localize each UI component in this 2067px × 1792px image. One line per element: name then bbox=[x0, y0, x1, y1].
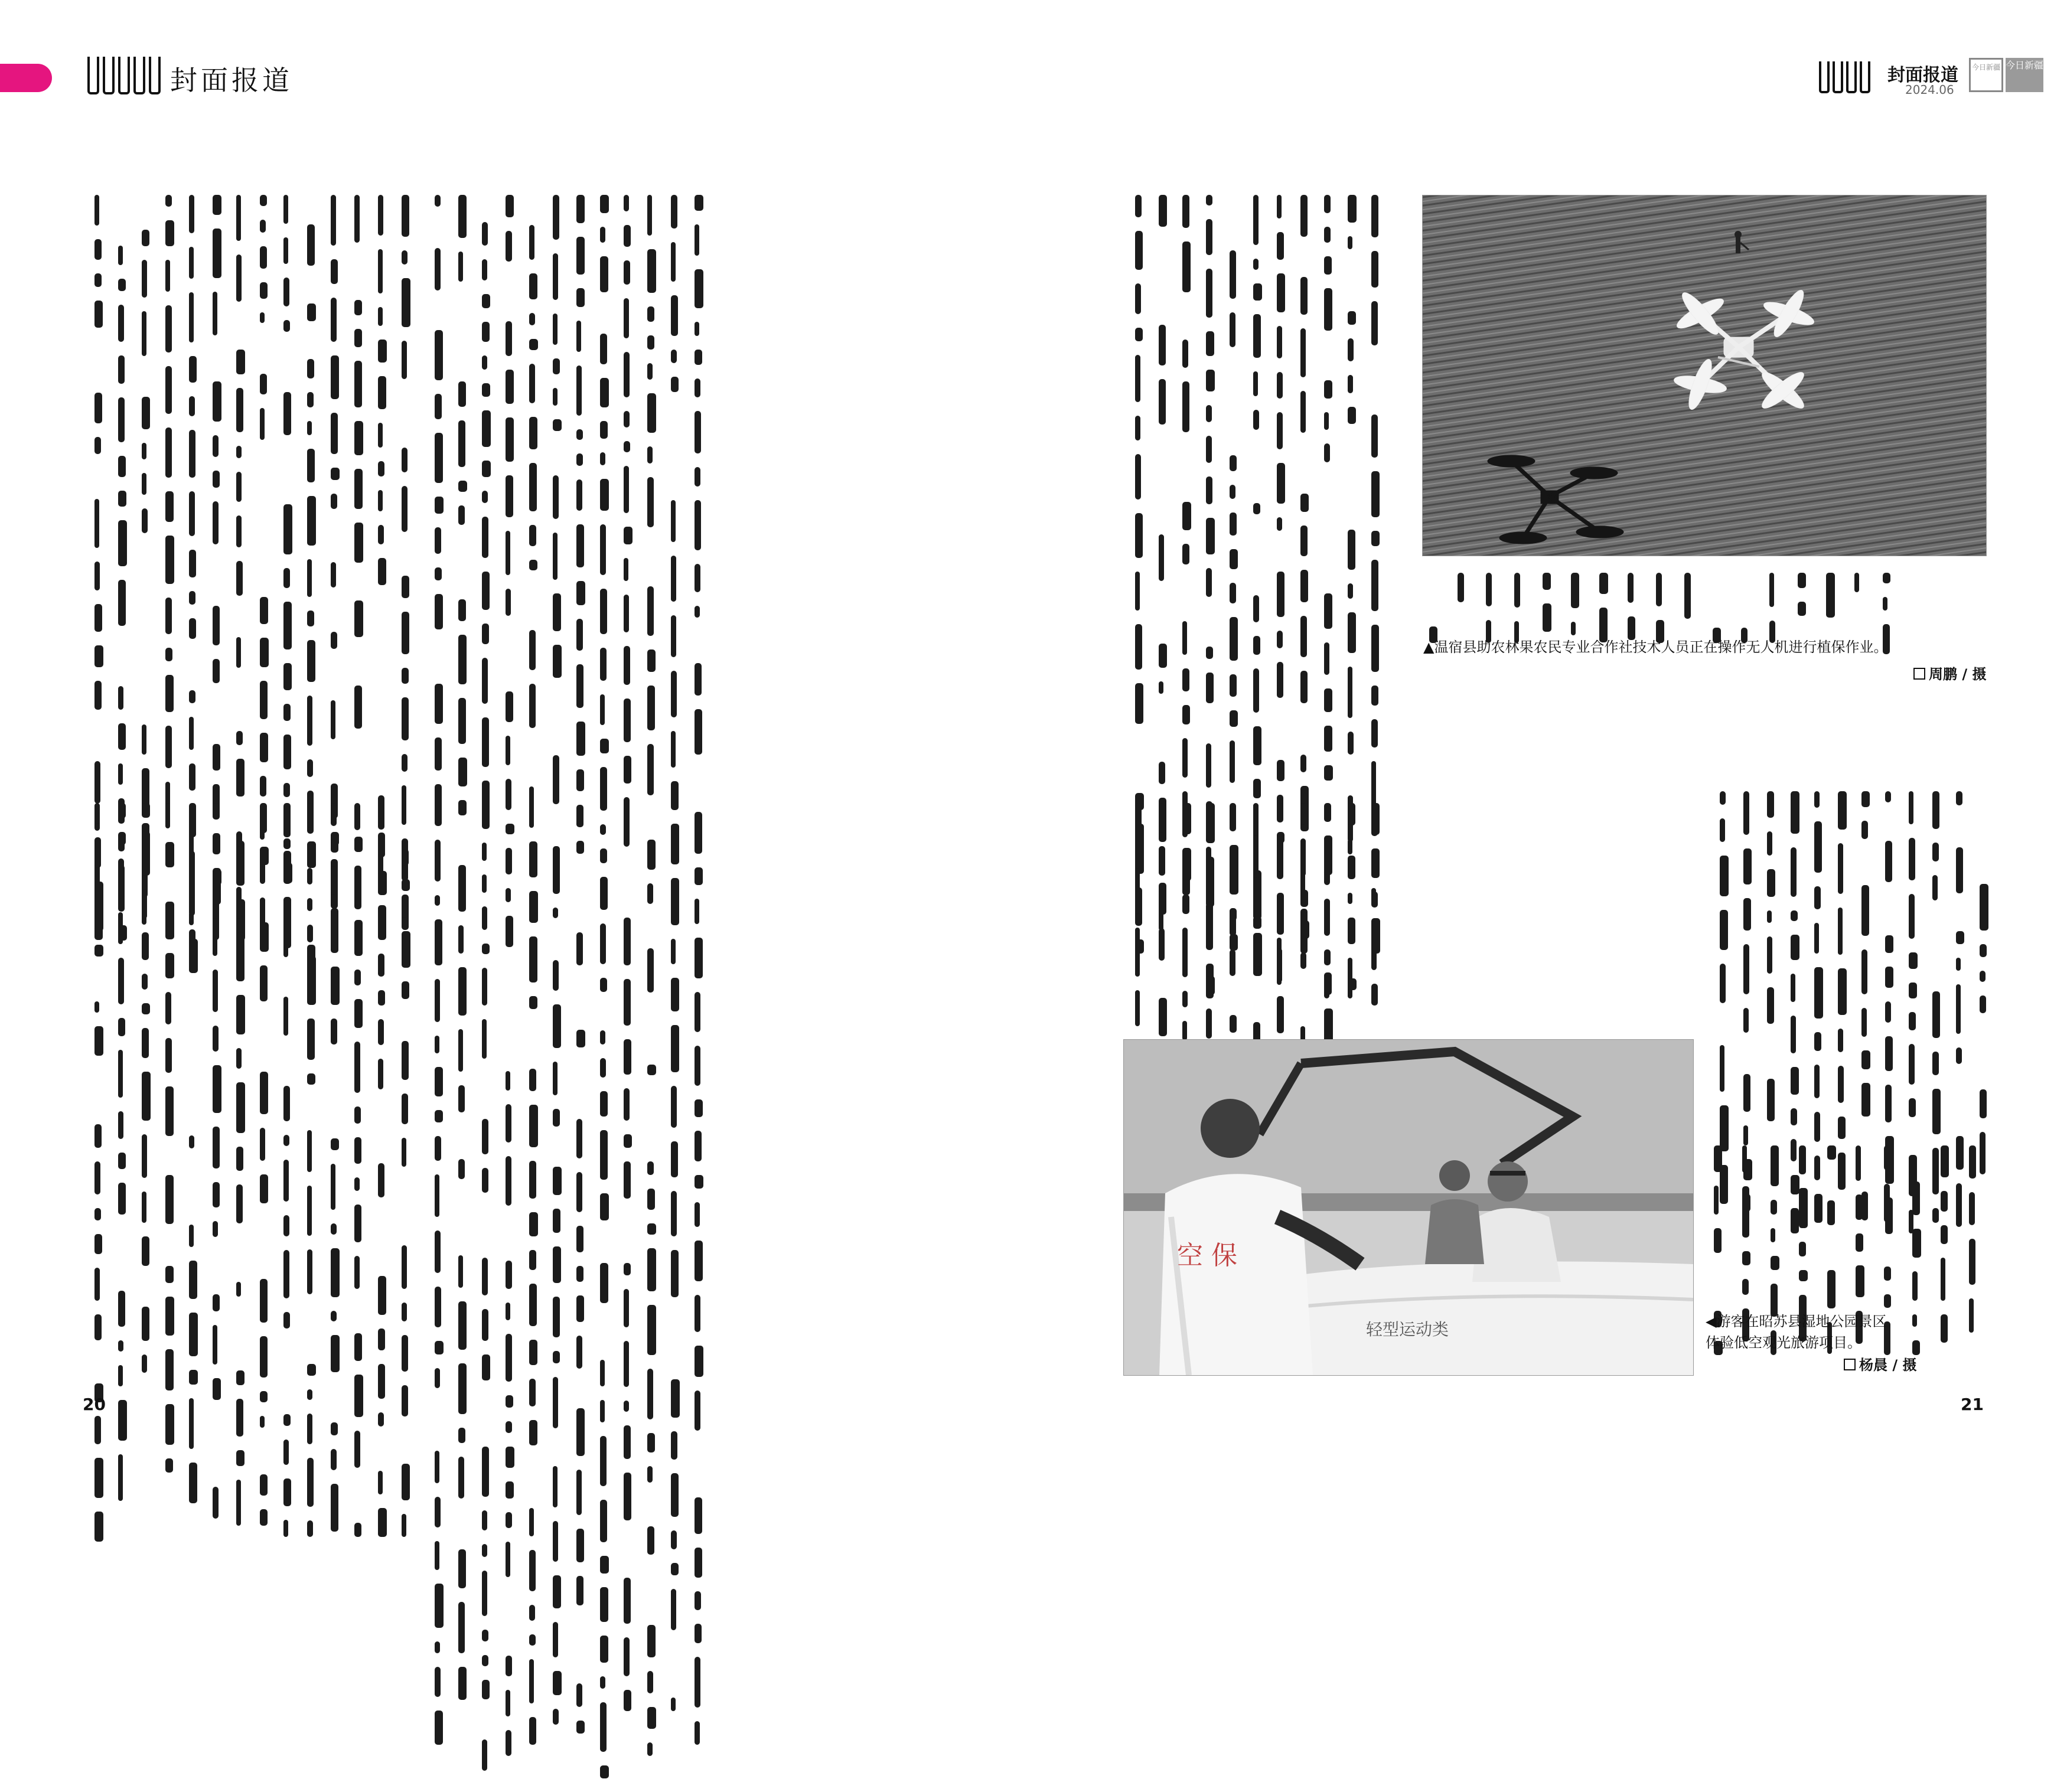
text-column bbox=[330, 803, 340, 1346]
caption-column bbox=[1853, 573, 1864, 632]
text-column bbox=[1228, 803, 1239, 1016]
text-column bbox=[1299, 195, 1310, 785]
text-column bbox=[504, 195, 515, 1352]
text-column bbox=[330, 195, 340, 762]
vest-label: 空 保 bbox=[1177, 1241, 1237, 1271]
caption-column bbox=[1570, 573, 1580, 632]
plane-photo-caption: ◀游客在昭苏县湿地公园景区体验低空观光旅游项目。 bbox=[1706, 1313, 1887, 1351]
text-column bbox=[1742, 791, 1753, 1122]
text-column bbox=[211, 803, 222, 1346]
caption-column bbox=[1740, 573, 1750, 632]
text-column bbox=[306, 803, 317, 1346]
text-column bbox=[481, 195, 491, 1352]
plane-photo-credit bbox=[1844, 1353, 1916, 1374]
text-column bbox=[646, 195, 657, 1352]
text-column bbox=[1134, 803, 1145, 1016]
text-column bbox=[259, 803, 269, 1346]
text-column bbox=[306, 195, 317, 762]
caption-column bbox=[1769, 1145, 1780, 1299]
text-column bbox=[235, 803, 246, 1346]
text-column bbox=[93, 195, 104, 762]
text-column bbox=[1323, 803, 1334, 1016]
text-column bbox=[1931, 791, 1942, 1122]
text-column bbox=[575, 195, 586, 1352]
text-column bbox=[528, 195, 539, 1352]
text-column bbox=[282, 803, 293, 1346]
section-color-tab bbox=[0, 64, 52, 92]
aircraft-label: 轻型运动类 bbox=[1366, 1320, 1449, 1339]
text-column bbox=[164, 803, 175, 1346]
text-column bbox=[117, 803, 128, 1346]
text-column bbox=[1370, 195, 1381, 785]
text-column bbox=[93, 803, 104, 1346]
text-column bbox=[400, 195, 411, 762]
text-column bbox=[599, 195, 609, 1352]
text-column bbox=[1813, 791, 1824, 1122]
caption-column bbox=[1683, 573, 1694, 632]
caption-column bbox=[1882, 573, 1892, 632]
text-column bbox=[1955, 791, 1965, 1122]
text-column bbox=[1276, 195, 1286, 785]
caption-column bbox=[1598, 573, 1609, 632]
text-column bbox=[1766, 791, 1776, 1122]
caption-column bbox=[1939, 1145, 1950, 1299]
caption-column bbox=[1456, 573, 1467, 632]
caption-column bbox=[1911, 1145, 1922, 1299]
text-column bbox=[1908, 791, 1918, 1122]
text-column bbox=[1181, 803, 1192, 1016]
text-column bbox=[552, 195, 562, 1352]
text-column bbox=[188, 803, 198, 1346]
mongolian-section-logo-right bbox=[1819, 61, 1870, 97]
caption-column bbox=[1428, 573, 1439, 632]
caption-column bbox=[1854, 1145, 1865, 1299]
text-column bbox=[670, 195, 680, 1352]
camera-icon bbox=[1913, 668, 1925, 680]
text-column bbox=[1978, 791, 1989, 1122]
text-column bbox=[433, 195, 444, 1352]
caption-column bbox=[1826, 1145, 1837, 1299]
text-column bbox=[400, 803, 411, 1346]
issue-date: 2024.06 bbox=[1905, 83, 1954, 97]
text-column bbox=[1276, 803, 1286, 1016]
text-column bbox=[211, 195, 222, 762]
text-column bbox=[1158, 803, 1168, 1016]
text-column bbox=[1134, 195, 1145, 785]
caption-column bbox=[1768, 573, 1779, 632]
text-column bbox=[457, 195, 468, 1352]
text-column bbox=[1158, 195, 1168, 785]
text-column bbox=[1181, 195, 1192, 785]
caption-column bbox=[1883, 1145, 1893, 1299]
caption-column bbox=[1485, 573, 1495, 632]
caption-column bbox=[1797, 573, 1807, 632]
caption-column bbox=[1713, 1145, 1723, 1299]
text-column bbox=[1860, 791, 1871, 1122]
text-column bbox=[1205, 803, 1215, 1016]
caption-column bbox=[1655, 573, 1665, 632]
drone-photo-caption: ▲温宿县助农林果农民专业合作社技术人员正在操作无人机进行植保作业。 bbox=[1423, 639, 1888, 655]
text-column bbox=[1884, 791, 1895, 1122]
magazine-logo-mongolian: 今日新疆 bbox=[1969, 58, 2003, 92]
text-column bbox=[259, 195, 269, 762]
caption-column bbox=[1541, 573, 1552, 632]
text-column bbox=[693, 195, 704, 1352]
text-column bbox=[1370, 803, 1381, 1016]
text-column bbox=[235, 195, 246, 762]
plane-credit-text: 杨晨 / 摄 bbox=[1859, 1357, 1917, 1373]
text-column bbox=[1252, 803, 1263, 1016]
drone-credit-text: 周鹏 / 摄 bbox=[1929, 666, 1987, 683]
section-title: 封面报道 bbox=[170, 64, 293, 96]
caption-column bbox=[1711, 573, 1722, 632]
page-number-right: 21 bbox=[1961, 1395, 1984, 1414]
text-column bbox=[1347, 803, 1357, 1016]
text-column bbox=[377, 803, 387, 1346]
text-column bbox=[1323, 195, 1334, 785]
magazine-logo: 今日新疆 bbox=[2006, 58, 2043, 92]
text-column bbox=[141, 195, 151, 762]
drone-photo-credit bbox=[1913, 662, 1986, 683]
text-column bbox=[141, 803, 151, 1346]
section-title-right: 封面报道 bbox=[1887, 65, 1958, 86]
caption-column bbox=[1798, 1145, 1808, 1299]
camera-icon bbox=[1844, 1359, 1856, 1370]
drone-photo bbox=[1422, 195, 1987, 556]
caption-column bbox=[1825, 573, 1835, 632]
text-column bbox=[1837, 791, 1847, 1122]
caption-column bbox=[1626, 573, 1637, 632]
text-column bbox=[377, 195, 387, 762]
text-column bbox=[1299, 803, 1310, 1016]
text-column bbox=[353, 803, 364, 1346]
text-column bbox=[353, 195, 364, 762]
text-column bbox=[117, 195, 128, 762]
caption-column bbox=[1741, 1145, 1752, 1299]
text-column bbox=[1719, 791, 1729, 1122]
caption-column bbox=[1513, 573, 1524, 632]
text-column bbox=[164, 195, 175, 762]
text-column bbox=[282, 195, 293, 762]
text-column bbox=[1228, 195, 1239, 785]
page-number-left: 20 bbox=[83, 1395, 106, 1414]
low-altitude-flight-photo bbox=[1123, 1039, 1694, 1376]
text-column bbox=[1347, 195, 1357, 785]
text-column bbox=[1252, 195, 1263, 785]
text-column bbox=[188, 195, 198, 762]
text-column bbox=[1205, 195, 1215, 785]
text-column bbox=[1789, 791, 1800, 1122]
text-column bbox=[622, 195, 633, 1352]
mongolian-section-logo bbox=[87, 57, 161, 99]
caption-column bbox=[1968, 1145, 1978, 1299]
